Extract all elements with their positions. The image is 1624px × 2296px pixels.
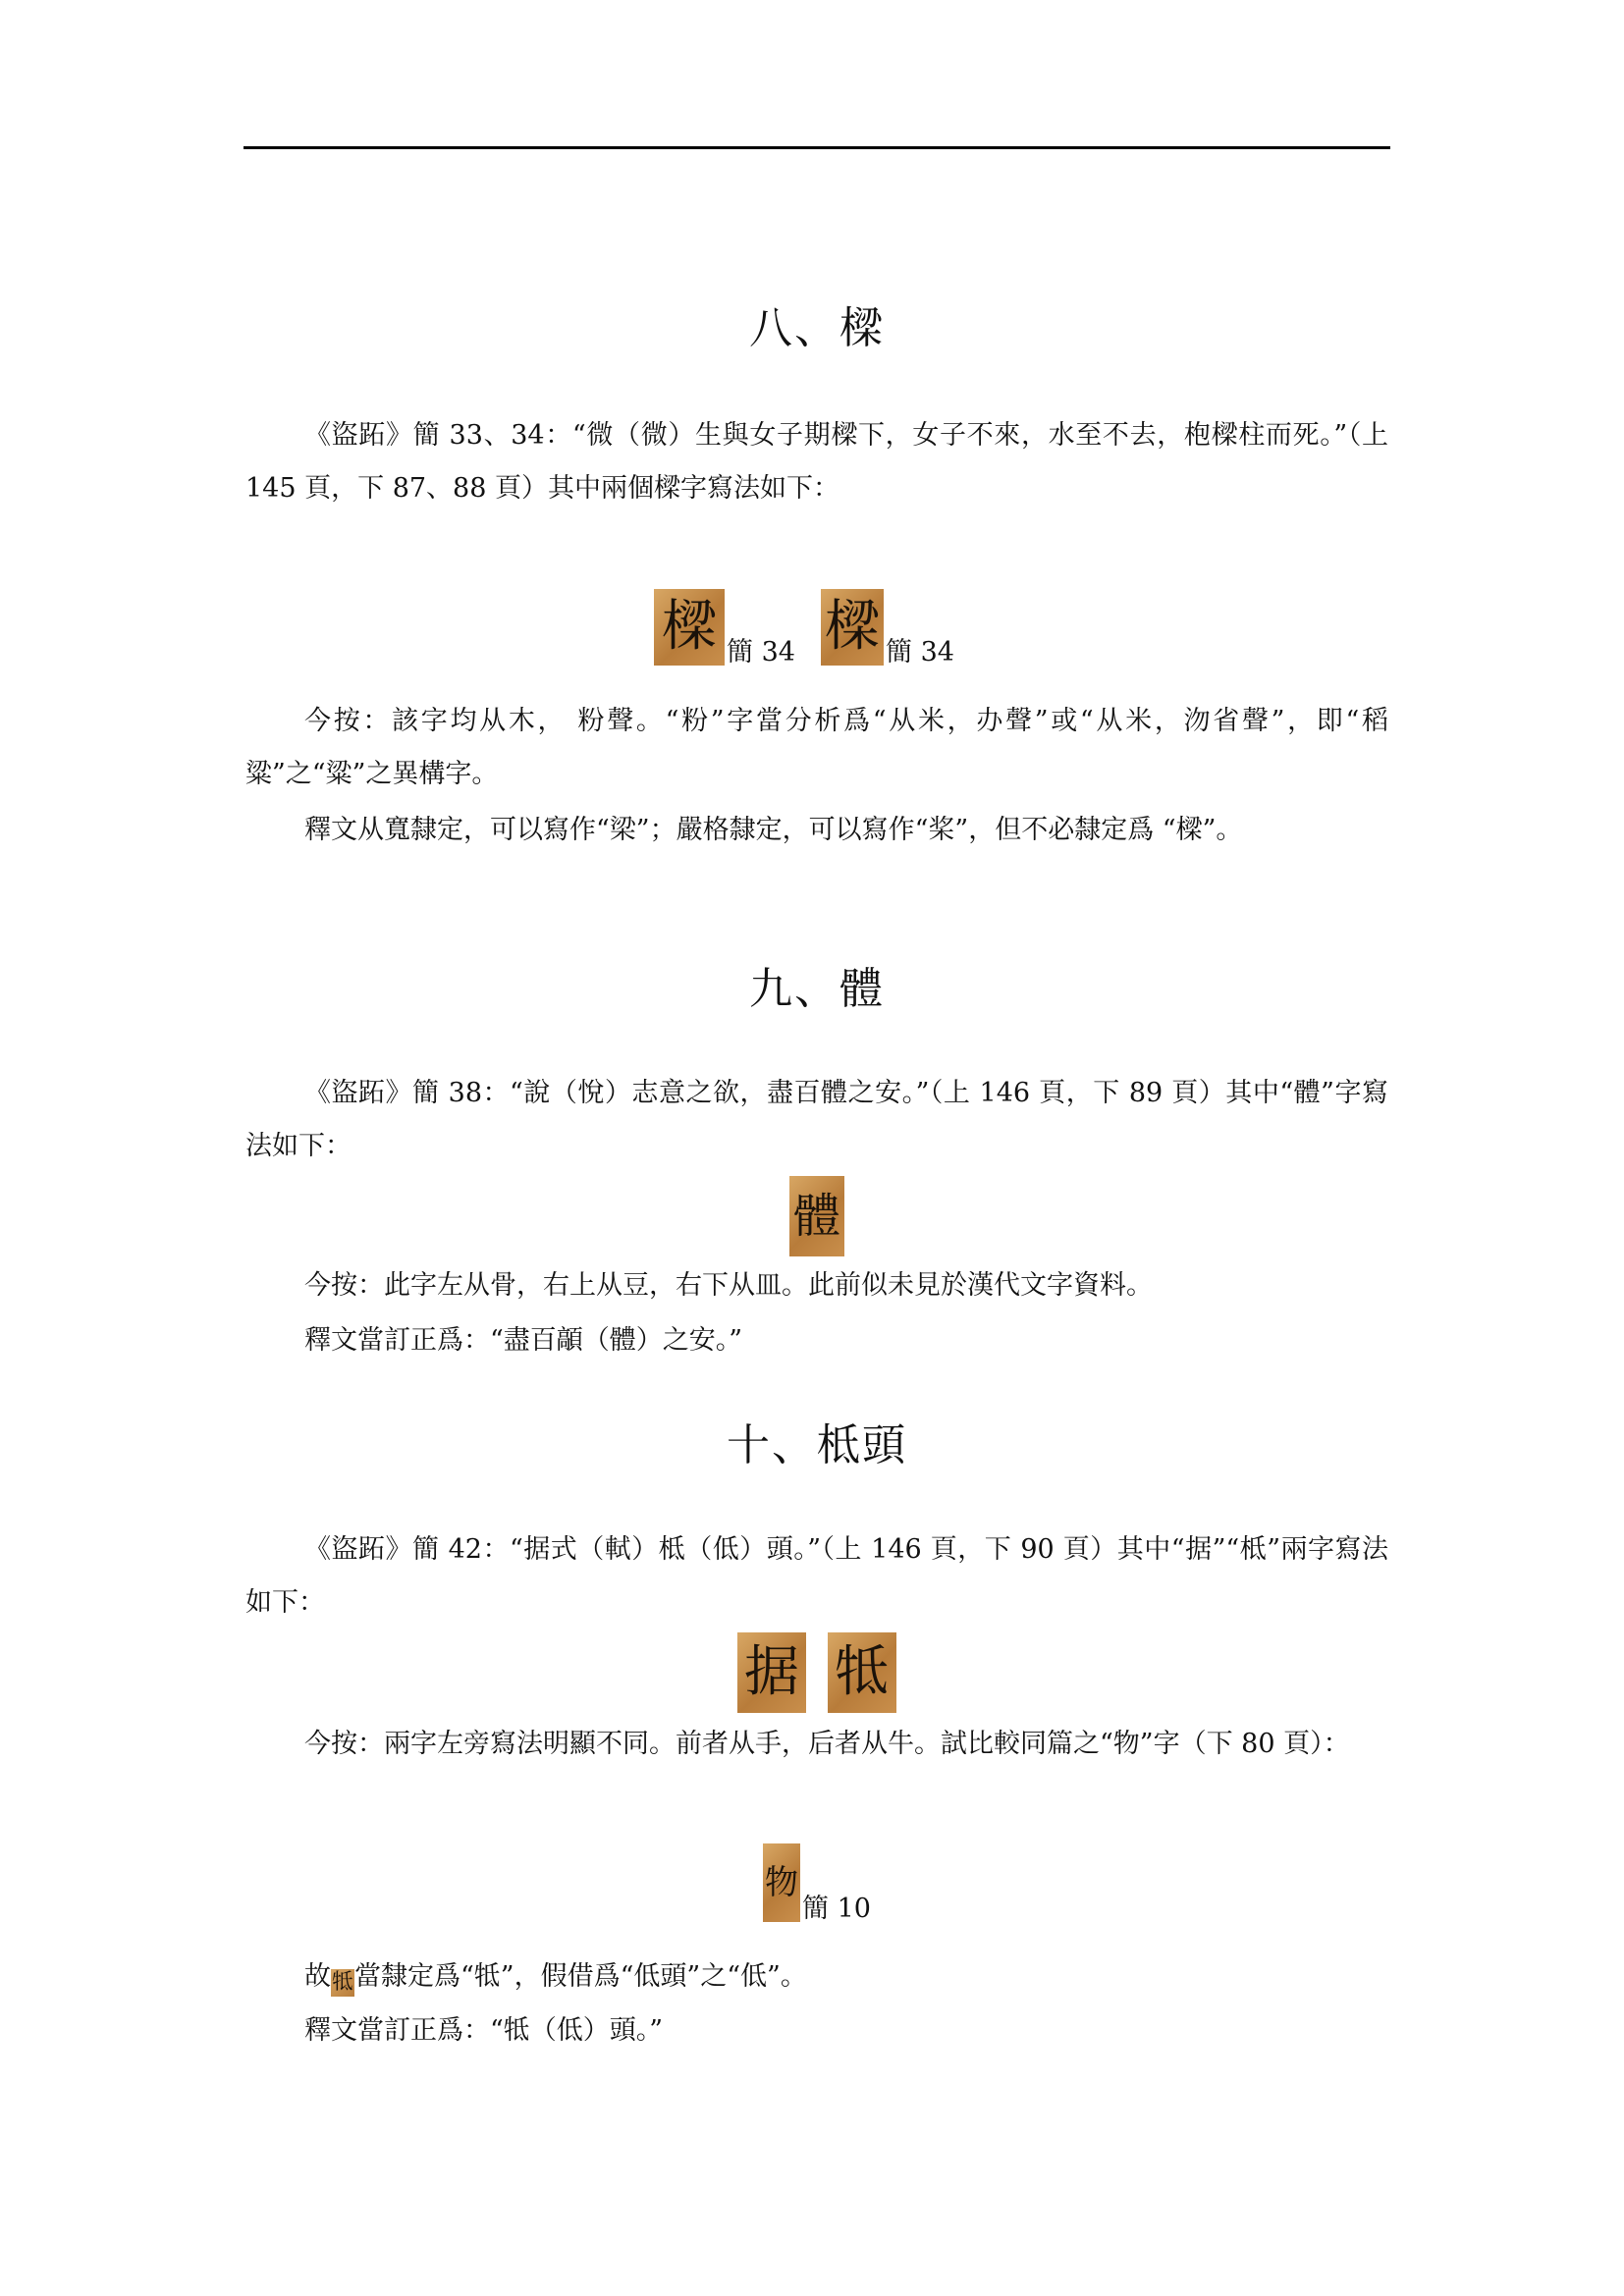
- section-10-note-2: [304, 1950, 1394, 2003]
- slip-image: [737, 1632, 806, 1713]
- note-prefix: 故: [304, 1961, 331, 1992]
- slip-image: [821, 589, 884, 666]
- section-9-glyphs: [244, 1176, 1390, 1256]
- slip-image: [828, 1632, 896, 1713]
- header-rule: [244, 146, 1390, 149]
- section-10-glyphs: [244, 1632, 1390, 1713]
- section-8-note-1: 今按：該字均从木， 粉聲。“粉”字當分析爲“从米，办聲”或“从米，沕省聲”，即“稻粱”之“粱”之異構字。: [245, 706, 1388, 789]
- section-title-10: 十、柢頭: [727, 1420, 907, 1470]
- section-title-9: 九、體: [749, 964, 885, 1014]
- section-title-8: 八、樑: [749, 303, 885, 353]
- slip-image: [654, 589, 725, 666]
- section-9-note-1: 今按：此字左从骨，右上从豆，右下从皿。此前似未見於漢代文字資料。: [304, 1270, 1153, 1301]
- section-10-note-1: 今按：兩字左旁寫法明顯不同。前者从手，后者从牛。試比較同篇之“物”字（下 80 頁）：: [304, 1729, 1350, 1759]
- slip-glyph: 据: [744, 1640, 799, 1704]
- slip-image: [763, 1843, 800, 1922]
- slip-glyph: 物: [765, 1863, 799, 1902]
- section-9-intro: 《盜跖》簡 38：“說（悅）志意之欲，盡百體之安。”（上 146 頁，下 89 頁）其中“體”字寫法如下：: [245, 1078, 1388, 1161]
- slip-image: [789, 1176, 844, 1256]
- slip-glyph: 牴: [835, 1640, 890, 1704]
- slip-glyph: 樑: [825, 595, 880, 659]
- section-10-intro: 《盜跖》簡 42：“据式（軾）柢（低）頭。”（上 146 頁，下 90 頁）其中“据”“柢”兩字寫法如下：: [245, 1534, 1388, 1618]
- section-8-note-2: 釋文从寬隸定，可以寫作“梁”；嚴格隸定，可以寫作“桨”，但不必隸定爲 “樑”。: [304, 815, 1243, 845]
- slip-glyph: 體: [792, 1189, 840, 1244]
- section-10-note-3: 釋文當訂正爲：“牴（低）頭。”: [304, 2015, 664, 2046]
- section-8-intro: 《盜跖》簡 33、34：“微（微）生與女子期樑下，女子不來，水至不去，枹樑柱而死。”（上 145 頁，下 87、88 頁）其中兩個樑字寫法如下：: [245, 420, 1388, 504]
- slip-caption: 簡 10: [802, 1894, 871, 1924]
- section-9-note-2: 釋文當訂正爲：“盡百䯪（體）之安。”: [304, 1325, 743, 1356]
- note-suffix: 當隸定爲“牴”，假借爲“低頭”之“低”。: [354, 1961, 807, 1992]
- slip-caption: 簡 34: [727, 637, 795, 667]
- slip-caption: 簡 34: [886, 637, 954, 667]
- slip-glyph: 樑: [662, 595, 718, 659]
- section-10-compare: [244, 1843, 1390, 1922]
- section-8-glyphs: [244, 589, 1390, 666]
- inline-slip-glyph: 牴: [331, 1970, 353, 1995]
